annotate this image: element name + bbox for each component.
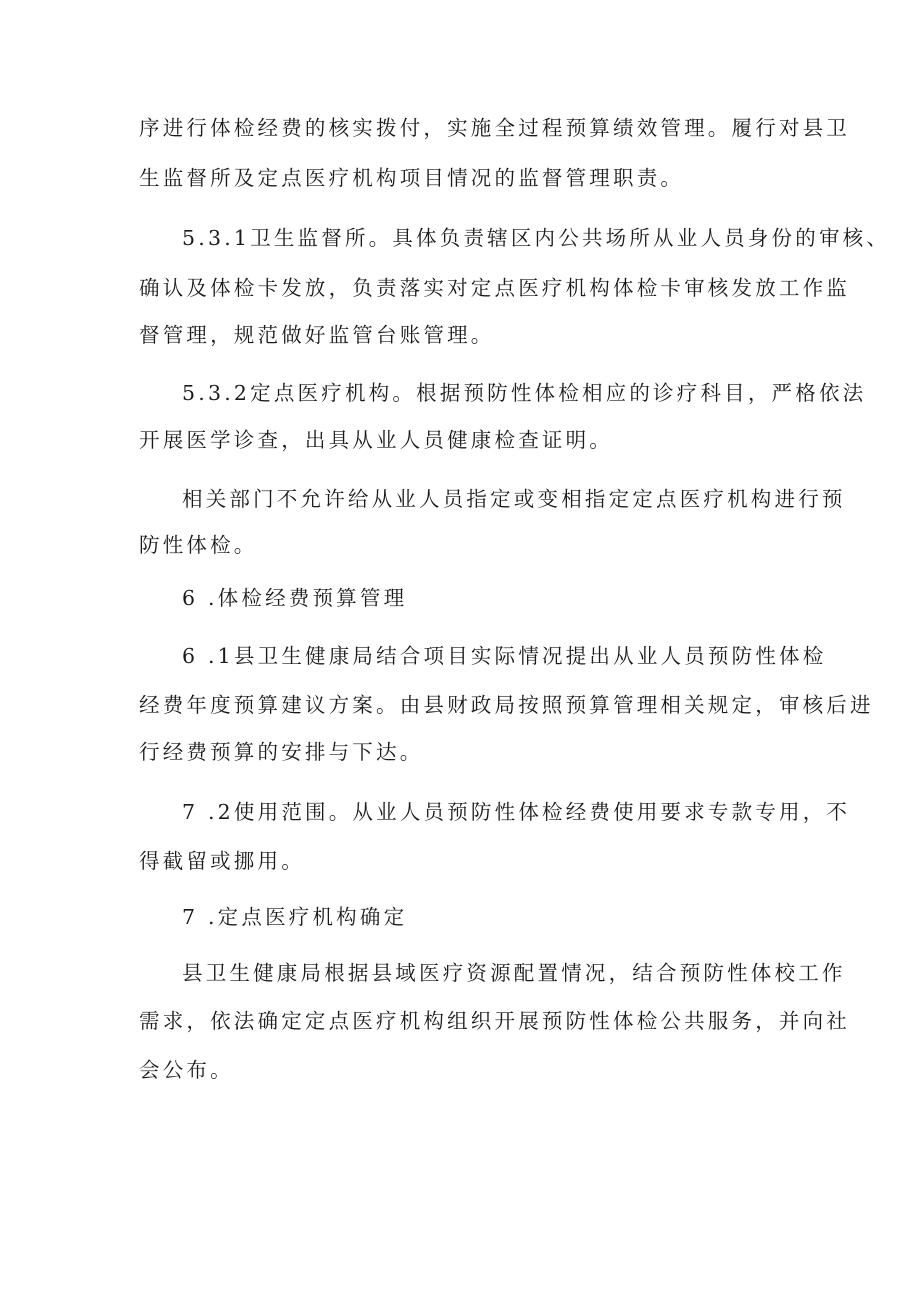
section-7-heading: 7 .定点医疗机构确定 [182, 905, 408, 929]
body-text-line: 生监督所及定点医疗机构项目情况的监督管理职责。 [139, 166, 685, 190]
body-text-line: 序进行体检经费的核实拨付，实施全过程预算绩效管理。履行对县卫 [139, 116, 850, 140]
body-text-line: 行经费预算的安排与下达。 [139, 740, 424, 764]
body-text-line: 开展医学诊查，出具从业人员健康检查证明。 [139, 428, 613, 452]
body-text-line: 经费年度预算建议方案。由县财政局按照预算管理相关规定，审核后进 [139, 693, 874, 717]
paragraph-line: 相关部门不允许给从业人员指定或变相指定定点医疗机构进行预 [182, 487, 846, 511]
body-text-line: 督管理，规范做好监管台账管理。 [139, 323, 495, 347]
body-text-line: 得截留或挪用。 [139, 849, 305, 873]
body-text-line: 需求，依法确定定点医疗机构组织开展预防性体检公共服务，并向社 [139, 1009, 850, 1033]
section-6-1-line: 6 .1县卫生健康局结合项目实际情况提出从业人员预防性体检 [182, 644, 827, 668]
body-text-line: 防性体检。 [139, 533, 258, 557]
section-6-heading: 6 .体检经费预算管理 [182, 586, 408, 610]
body-text-line: 确认及体检卡发放，负责落实对定点医疗机构体检卡审核发放工作监 [139, 276, 850, 300]
section-7-2-line: 7 .2使用范围。从业人员预防性体检经费使用要求专款专用，不 [182, 800, 851, 824]
section-5-3-2-line: 5.3.2定点医疗机构。根据预防性体检相应的诊疗科目，严格依法 [182, 381, 867, 405]
paragraph-line: 县卫生健康局根据县域医疗资源配置情况，结合预防性体校工作 [182, 961, 846, 985]
body-text-line: 会公布。 [139, 1058, 234, 1082]
section-5-3-1-line: 5.3.1卫生监督所。具体负责辖区内公共场所从业人员身份的审核、 [182, 226, 891, 250]
